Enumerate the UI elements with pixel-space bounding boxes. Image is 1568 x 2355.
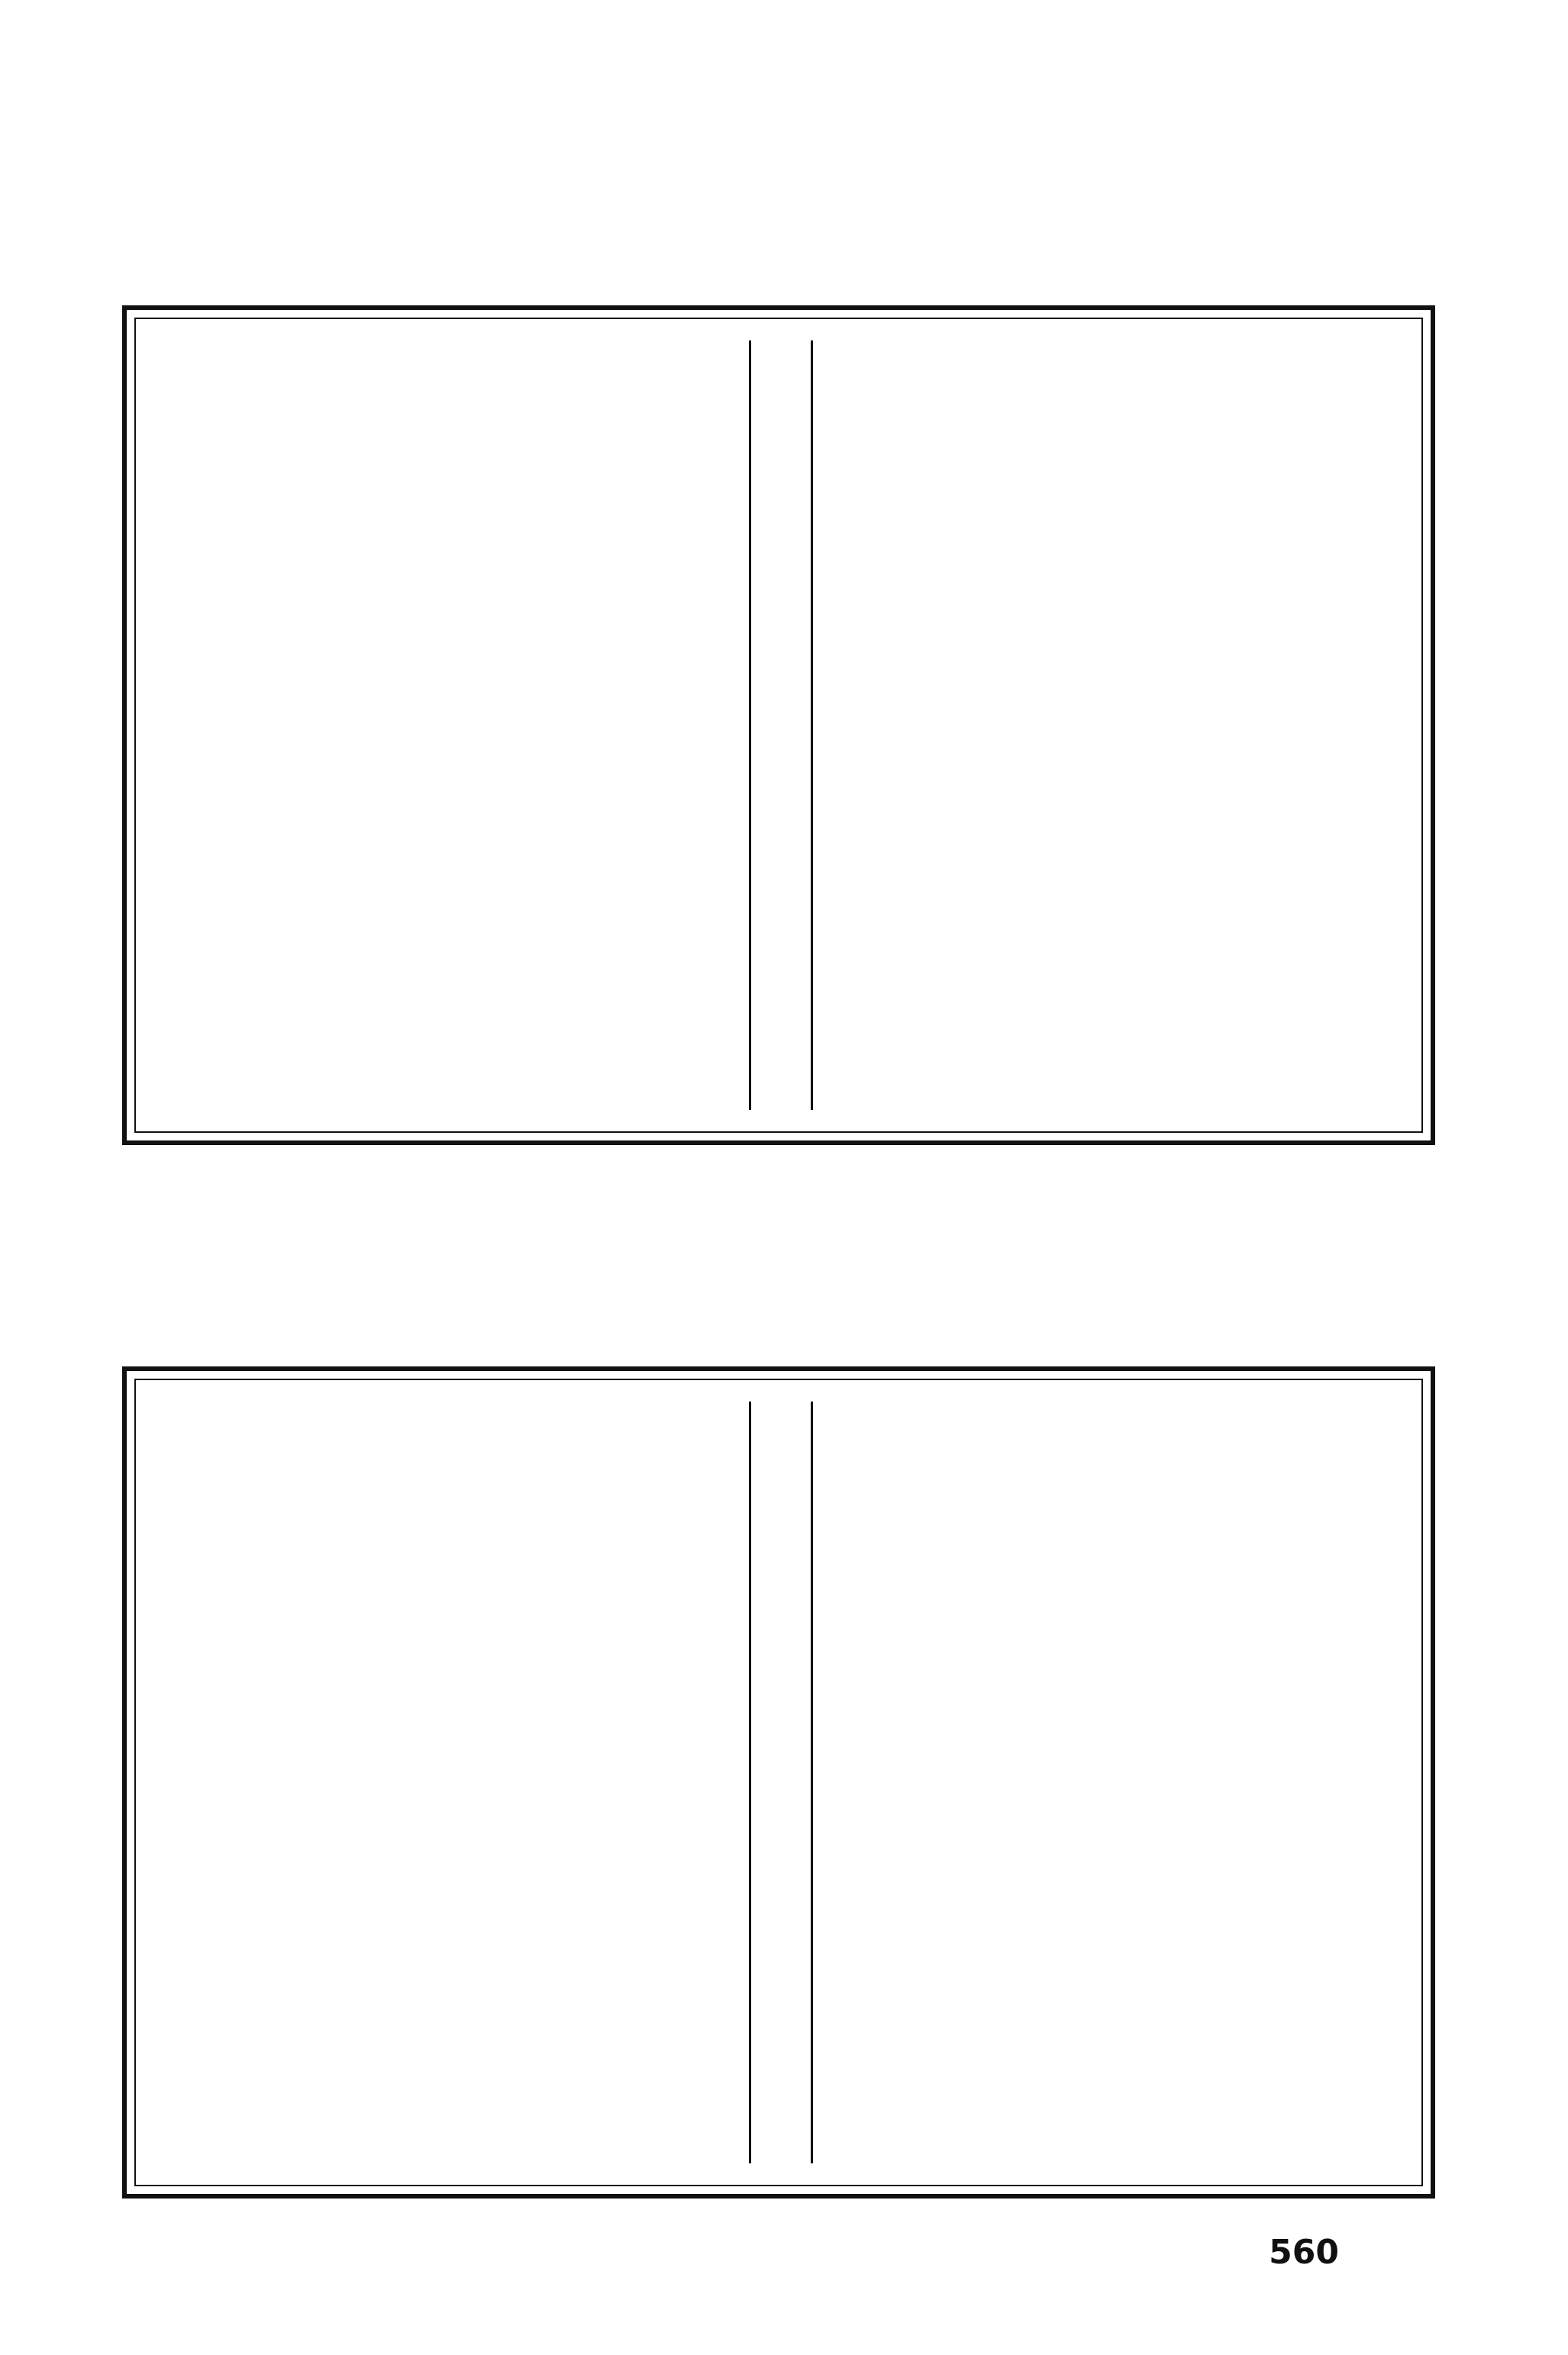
text-column (1321, 340, 1371, 1110)
text-column (549, 340, 599, 1110)
text-column (196, 340, 247, 1110)
text-column (650, 340, 700, 1110)
text-column (1220, 340, 1270, 1110)
text-column (448, 1402, 498, 2163)
text-column (968, 1402, 1018, 2163)
text-column (448, 340, 498, 1110)
text-column (347, 340, 398, 1110)
text-column (549, 1402, 599, 2163)
text-column (1220, 1402, 1270, 2163)
text-column (297, 1402, 347, 2163)
text-column (650, 1402, 700, 2163)
text-column (1270, 340, 1321, 1110)
text-column (1270, 1402, 1321, 2163)
text-column (498, 340, 549, 1110)
text-column (142, 1402, 192, 2163)
text-column (297, 340, 347, 1110)
text-column (599, 340, 650, 1110)
text-column (1371, 340, 1421, 1110)
top-text-block (122, 305, 1435, 1145)
text-column (918, 1402, 968, 2163)
text-column (1170, 340, 1220, 1110)
text-column (398, 340, 448, 1110)
text-column (599, 1402, 650, 2163)
text-column (398, 1402, 448, 2163)
running-title (749, 340, 813, 1110)
text-column (1371, 1402, 1421, 2163)
text-column (142, 340, 192, 1110)
text-column (816, 1402, 866, 2163)
text-column (347, 1402, 398, 2163)
text-column (1119, 340, 1170, 1110)
text-column (918, 340, 968, 1110)
page-number: 560 (1269, 2233, 1339, 2272)
text-column (867, 340, 918, 1110)
text-column (1170, 1402, 1220, 2163)
text-column (1018, 340, 1069, 1110)
text-column (968, 340, 1018, 1110)
running-title (749, 1402, 813, 2163)
text-column (1119, 1402, 1170, 2163)
text-column (196, 1402, 247, 2163)
text-column (867, 1402, 918, 2163)
text-column (1069, 1402, 1119, 2163)
text-column (247, 1402, 297, 2163)
text-column (700, 340, 750, 1110)
text-column (247, 340, 297, 1110)
text-column (816, 340, 866, 1110)
text-column (700, 1402, 750, 2163)
bottom-text-block (122, 1366, 1435, 2199)
text-column (1069, 340, 1119, 1110)
text-column (1321, 1402, 1371, 2163)
text-column (498, 1402, 549, 2163)
text-column (1018, 1402, 1069, 2163)
